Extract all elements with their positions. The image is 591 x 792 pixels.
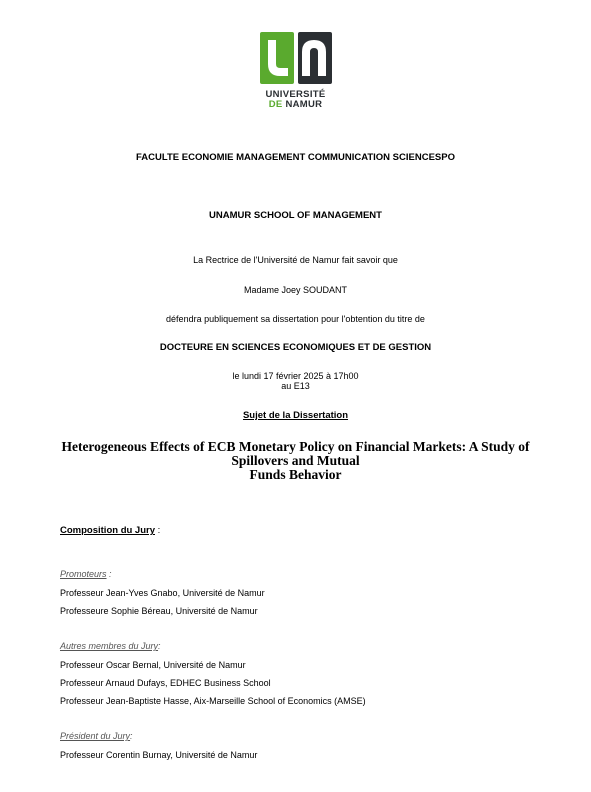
president-label: Président du Jury	[60, 731, 131, 741]
jury-heading-text: Composition du Jury	[60, 525, 155, 536]
logo-text-de-namur	[258, 100, 333, 110]
jury-member: Professeur Jean-Yves Gnabo, Université de Namur	[60, 588, 265, 598]
defense-date: le lundi 17 février 2025 à 17h00	[232, 371, 359, 381]
autres-membres-suffix: :	[158, 641, 161, 651]
jury-heading	[60, 525, 160, 536]
jury-heading-suffix: :	[155, 525, 161, 536]
subject-label: Sujet de la Dissertation	[242, 410, 349, 421]
thesis-title-line: Funds Behavior	[249, 467, 342, 482]
promoteurs-suffix: :	[106, 569, 112, 579]
promoteurs-label: Promoteurs	[60, 569, 107, 579]
jury-member: Professeur Jean-Baptiste Hasse, Aix-Marseille School of Economics (AMSE)	[60, 696, 366, 706]
logo-text-universite: UNIVERSITÉ	[265, 89, 326, 100]
autres-membres-heading	[60, 641, 161, 651]
defense-room: au E13	[281, 381, 310, 391]
university-logo	[258, 30, 333, 110]
jury-member: Professeur Arnaud Dufays, EDHEC Business School	[60, 678, 271, 688]
jury-member: Professeure Sophie Béreau, Université de Namur	[60, 606, 258, 616]
president-suffix: :	[130, 731, 133, 741]
announcement-line-rectrice: La Rectrice de l'Université de Namur fait savoir que	[193, 255, 398, 265]
jury-member: Professeur Oscar Bernal, Université de Namur	[60, 660, 246, 670]
autres-membres-label: Autres membres du Jury	[60, 641, 159, 651]
thesis-title-line: Spillovers and Mutual	[231, 453, 360, 468]
president-heading	[60, 731, 133, 741]
thesis-title-line: Heterogeneous Effects of ECB Monetary Policy on Financial Markets: A Study of	[61, 439, 530, 454]
logo-text-de: DE	[268, 99, 283, 110]
logo-text-namur: NAMUR	[285, 99, 323, 110]
jury-member: Professeur Corentin Burnay, Université de Namur	[60, 750, 258, 760]
promoteurs-heading	[60, 569, 112, 579]
thesis-title	[0, 440, 591, 482]
faculty-heading: FACULTE ECONOMIE MANAGEMENT COMMUNICATION SCIENCESPO	[136, 152, 455, 163]
degree-title: DOCTEURE EN SCIENCES ECONOMIQUES ET DE GESTION	[159, 342, 432, 353]
announcement-line-defense: défendra publiquement sa dissertation pour l'obtention du titre de	[166, 314, 425, 324]
candidate-name: Madame Joey SOUDANT	[243, 285, 348, 295]
university-logo-icon	[258, 30, 333, 88]
school-heading: UNAMUR SCHOOL OF MANAGEMENT	[209, 210, 382, 221]
